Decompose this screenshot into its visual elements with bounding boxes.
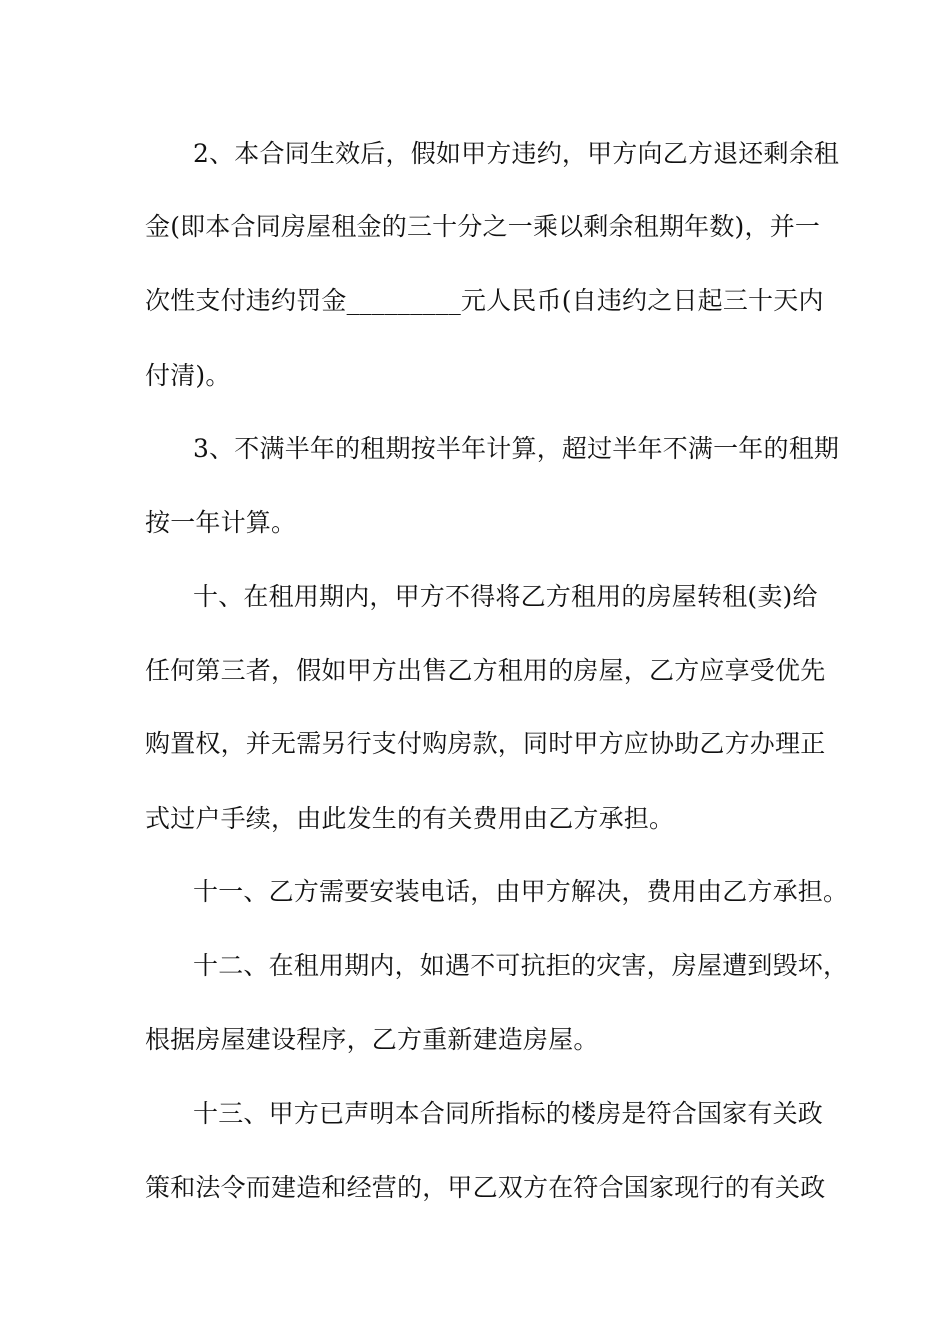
clause-3-line-1: 3、不满半年的租期按半年计算，超过半年不满一年的租期 (193, 434, 840, 463)
clause-2-line-2: 金(即本合同房屋租金的三十分之一乘以剩余租期年数)，并一 (145, 212, 821, 241)
clause-2-line-1: 2、本合同生效后，假如甲方违约，甲方向乙方退还剩余租 (193, 139, 840, 168)
clause-10-line-2: 任何第三者，假如甲方出售乙方租用的房屋，乙方应享受优先 (145, 656, 826, 685)
clause-2-line-4: 付清)。 (145, 361, 231, 390)
clause-13-line-2: 策和法令而建造和经营的，甲乙双方在符合国家现行的有关政 (145, 1173, 826, 1202)
clause-2-line-3: 次性支付违约罚金_________元人民币(自违约之日起三十天内 (145, 286, 824, 315)
clause-10-line-4: 式过户手续，由此发生的有关费用由乙方承担。 (145, 804, 675, 833)
clause-10-line-3: 购置权，并无需另行支付购房款，同时甲方应协助乙方办理正 (145, 729, 826, 758)
clause-13-line-1: 十三、甲方已声明本合同所指标的楼房是符合国家有关政 (193, 1099, 824, 1128)
clause-3-line-2: 按一年计算。 (145, 508, 297, 537)
clause-12-line-2: 根据房屋建设程序，乙方重新建造房屋。 (145, 1025, 599, 1054)
clause-12-line-1: 十二、在租用期内，如遇不可抗拒的灾害，房屋遭到毁坏， (193, 951, 849, 980)
clause-11-line-1: 十一、乙方需要安装电话，由甲方解决，费用由乙方承担。 (193, 877, 849, 906)
clause-10-line-1: 十、在租用期内，甲方不得将乙方租用的房屋转租(卖)给 (193, 582, 818, 611)
